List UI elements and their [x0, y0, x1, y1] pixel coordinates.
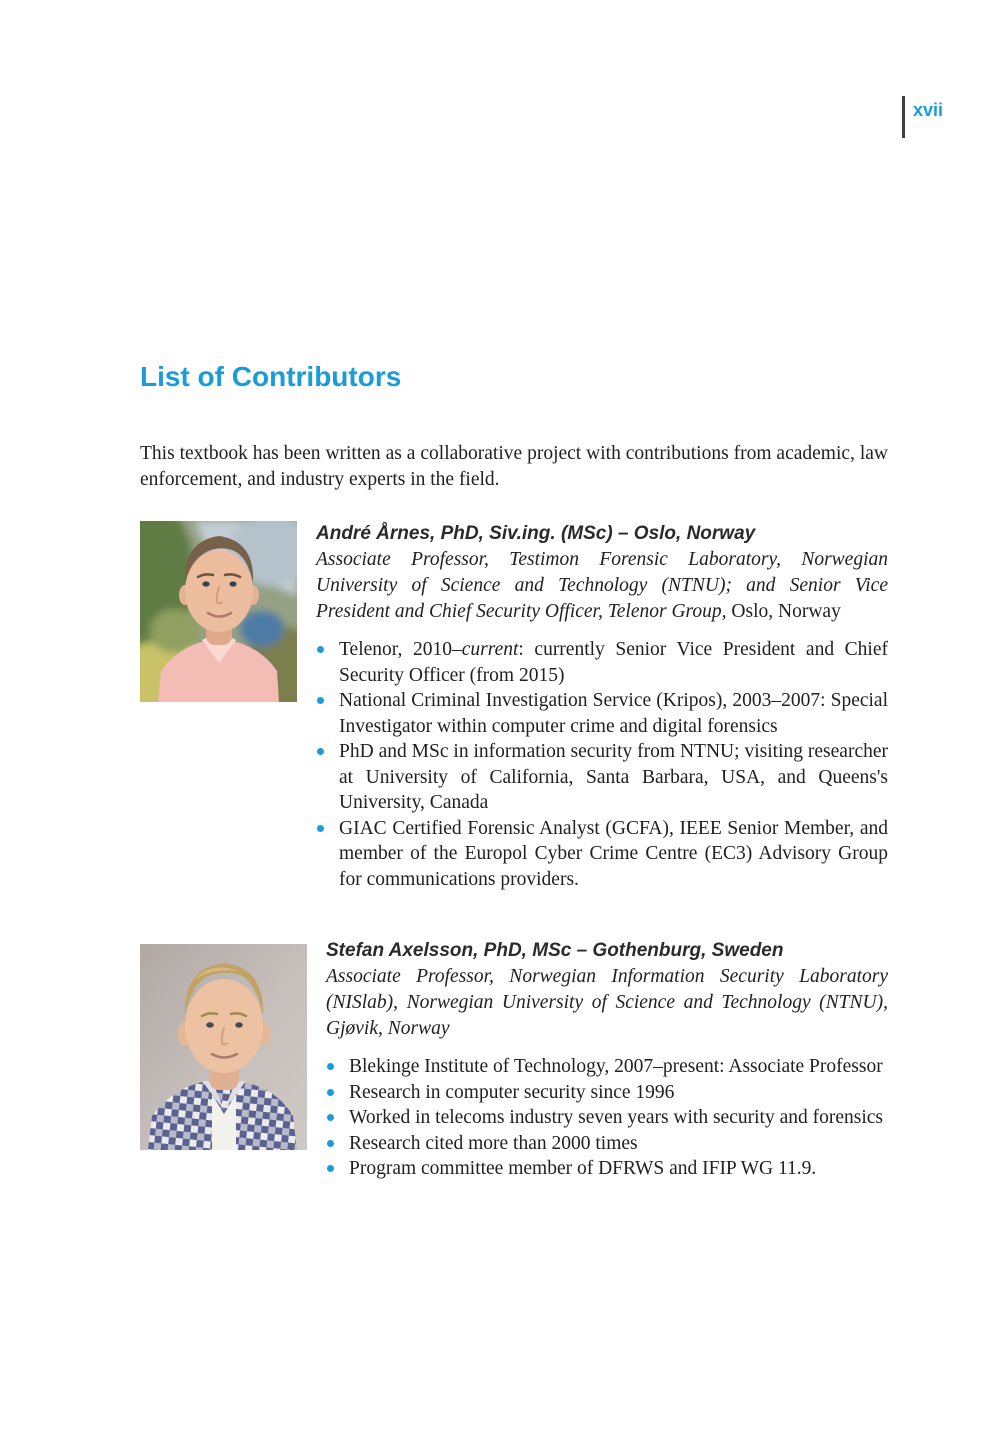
page-folio [902, 96, 943, 138]
bullet-text: Telenor, 2010–current: currently Senior Vice President and Chief Security Officer (from 2015) [339, 639, 888, 686]
contributor-photo [140, 521, 297, 892]
bullet-item [326, 1156, 888, 1182]
bullet-item [326, 1105, 888, 1131]
page-content [140, 0, 888, 1182]
contributor-name: Stefan Axelsson, PhD, MSc – Gothenburg, Sweden [326, 940, 784, 961]
contributor-bullet-list [326, 1054, 888, 1182]
bullet-item [326, 1080, 888, 1106]
contributor-name: André Årnes, PhD, Siv.ing. (MSc) – Oslo, Norway [316, 523, 756, 544]
page-number: xvii [913, 100, 944, 120]
contributor-section-andre-arnes [140, 521, 888, 892]
bullet-text: PhD and MSc in information security from NTNU; visiting researcher at University of California, Santa Barbara, USA, and Queens's University, Canada [339, 741, 888, 813]
affiliation-italic-part: Associate Professor, Norwegian Information Security Laboratory (NISlab), Norwegian University of Science and Technology (NTNU), Gjøvik, Norway [326, 966, 888, 1039]
page-title: List of Contributors [140, 361, 402, 392]
portrait-stefan-axelsson-photo [140, 944, 307, 1150]
contributor-details [316, 521, 888, 892]
bullet-text: Worked in telecoms industry seven years with security and forensics [349, 1107, 883, 1128]
bullet-item [326, 1131, 888, 1157]
bullet-dot-icon [317, 646, 324, 653]
folio-divider-bar [902, 96, 905, 138]
bullet-dot-icon [327, 1089, 334, 1096]
contributor-affiliation [326, 964, 888, 1042]
contributor-photo [140, 944, 307, 1182]
contributor-bullet-list [316, 637, 888, 892]
bullet-item [316, 637, 888, 688]
contributor-affiliation [316, 547, 888, 625]
bullet-text: National Criminal Investigation Service (Kripos), 2003–2007: Special Investigator within computer crime and digital forensics [339, 690, 888, 737]
affiliation-plain-part: Oslo, Norway [726, 601, 841, 622]
contributor-section-stefan-axelsson [140, 938, 888, 1182]
bullet-text: Program committee member of DFRWS and IFIP WG 11.9. [349, 1158, 817, 1179]
bullet-item [326, 1054, 888, 1080]
bullet-text: Blekinge Institute of Technology, 2007–present: Associate Professor [349, 1056, 883, 1077]
bullet-text: Research cited more than 2000 times [349, 1132, 638, 1154]
bullet-dot-icon [327, 1063, 334, 1070]
bullet-item [316, 816, 888, 893]
bullet-item [316, 739, 888, 816]
intro-paragraph: This textbook has been written as a collaborative project with contributions from academic, law enforcement, and industry experts in the field. [140, 443, 888, 490]
affiliation-italic-part: Associate Professor, Testimon Forensic Laboratory, Norwegian University of Science and Technology (NTNU); and Senior Vice President and Chief Security Officer, Telenor Group, [316, 549, 888, 622]
bullet-dot-icon [317, 748, 324, 755]
bullet-dot-icon [317, 825, 324, 832]
bullet-item [316, 688, 888, 739]
bullet-dot-icon [327, 1165, 334, 1172]
portrait-andre-arnes-photo [140, 521, 297, 702]
bullet-dot-icon [327, 1140, 334, 1147]
bullet-text: GIAC Certified Forensic Analyst (GCFA), IEEE Senior Member, and member of the Europol Cyber Crime Centre (EC3) Advisory Group for communications providers. [339, 817, 888, 890]
bullet-text: Research in computer security since 1996 [349, 1081, 675, 1103]
bullet-dot-icon [327, 1114, 334, 1121]
contributor-details [326, 938, 888, 1182]
bullet-dot-icon [317, 697, 324, 704]
